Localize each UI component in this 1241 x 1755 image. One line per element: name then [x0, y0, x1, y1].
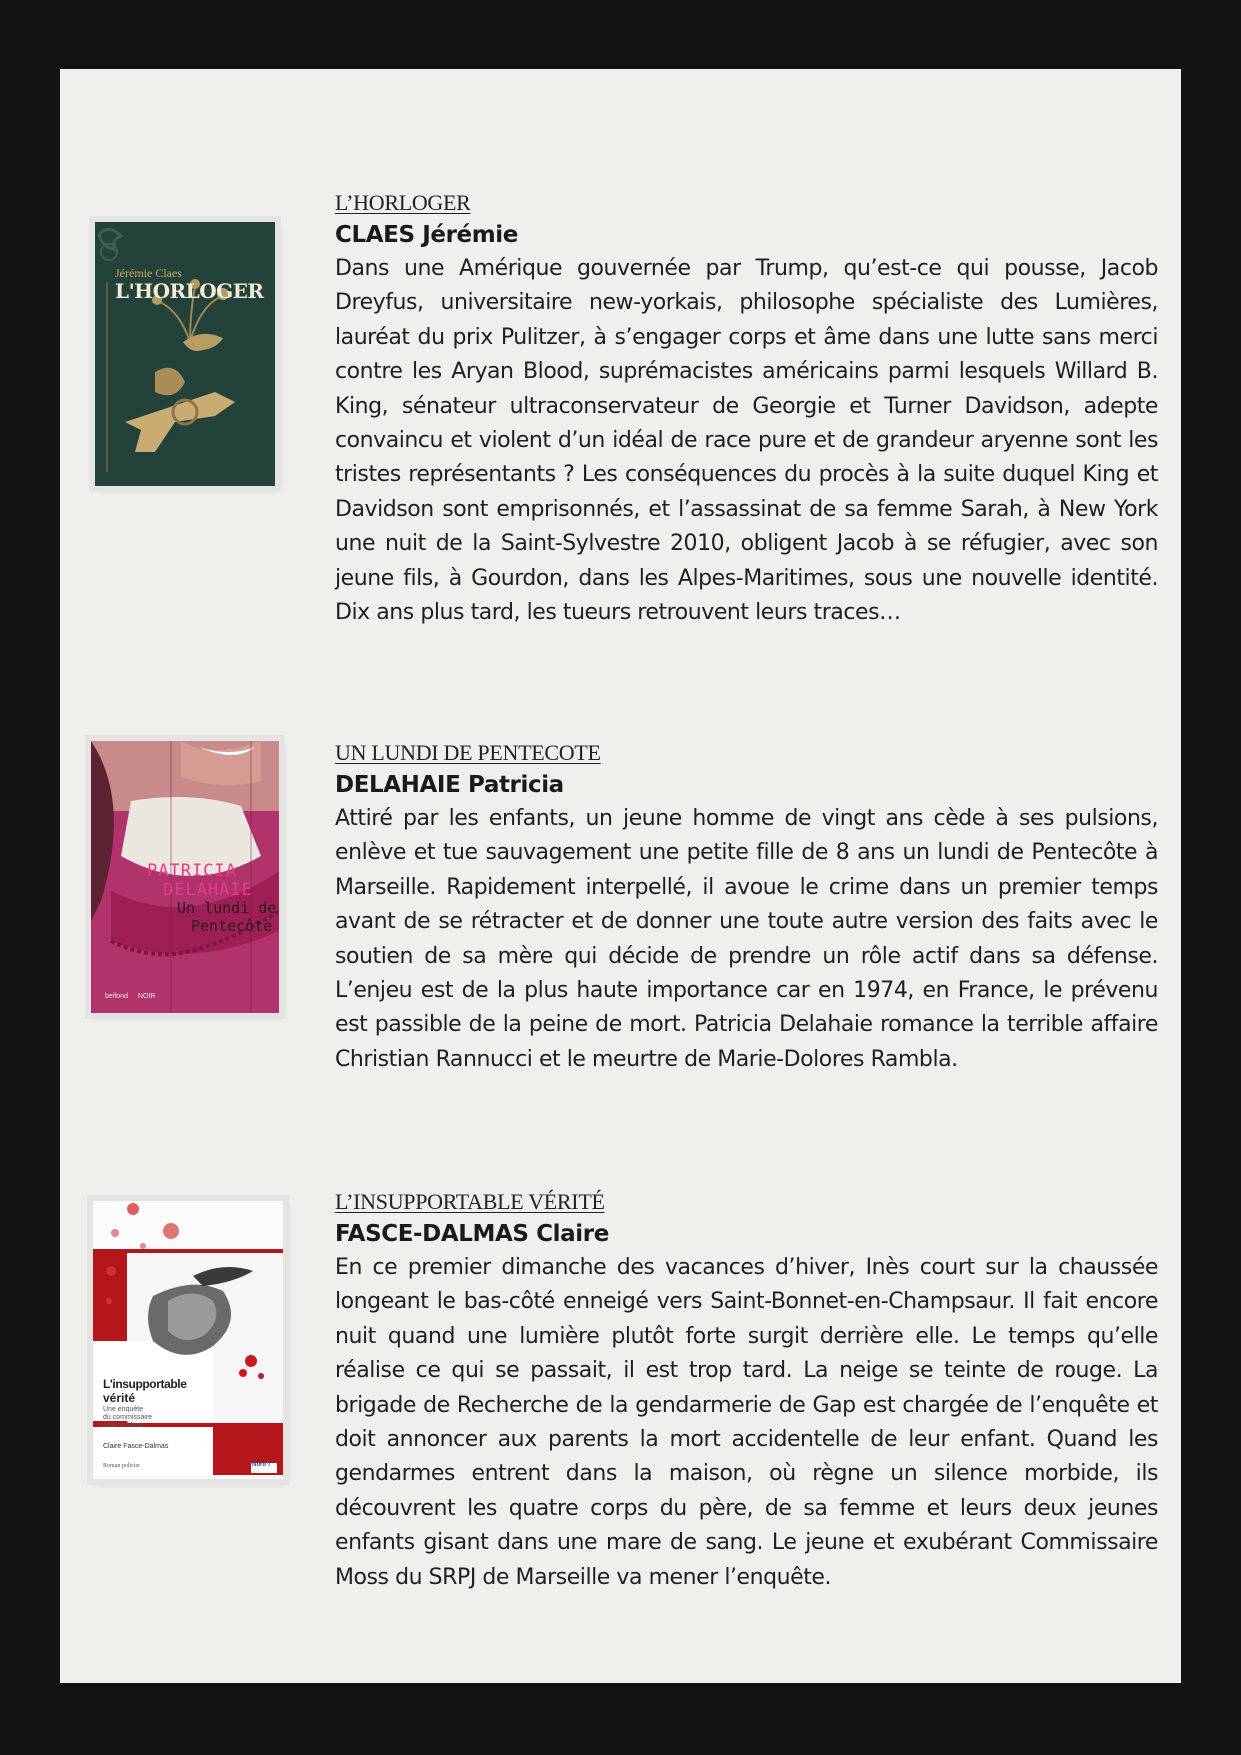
book-summary: En ce premier dimanche des vacances d’hiver, Inès court sur la chaussée longeant le bas-côté enneigé vers Saint-Bonnet-en-Champsaur. Il fait encore nuit quand une lumière plutôt forte surgit derrière elle. Le temps qu’elle réalise ce qui se passait, il est trop tard. La neige se teinte de rouge. La brigade de Recherche de la gendarmerie de Gap est chargée de l’enquête et doit annoncer aux parents la mort accidentelle de leur enfant. Quand les gendarmes entrent dans la maison, où règne un silence morbide, ils découvrent les quatre corps du père, de sa femme et leurs deux jeunes enfants gisant dans une mare de sang. Le jeune et exubérant Commissaire Moss du SRPJ de Marseille va mener l’enquête. [335, 1255, 1158, 1590]
cover-author-first: PATRICIA [147, 861, 237, 881]
cover-subtitle-line1: Une enquête [103, 1406, 144, 1413]
cover-title-line1: Un lundi de [177, 899, 277, 917]
cover-subtitle-line3: Americ Moss [103, 1422, 144, 1429]
book-author: FASCE-DALMAS Claire [335, 1221, 609, 1247]
book-author: CLAES Jérémie [335, 222, 518, 248]
cover-publisher-b: NOIR [137, 993, 156, 1000]
cover-author-last: DELAHAIE [163, 880, 253, 900]
book-cover-image [93, 1201, 283, 1479]
page [60, 69, 1181, 1683]
cover-title-line2: Pentecôte [191, 917, 273, 935]
cover-illustration [93, 1201, 283, 1479]
book-cover-image [91, 741, 279, 1013]
cover-subtitle-line2: du commissaire [103, 1414, 153, 1421]
cover-publisher: Nord 7 [252, 1462, 272, 1468]
book-cover-image [95, 222, 275, 486]
book-title: L’INSUPPORTABLE VÉRITÉ [335, 1189, 605, 1214]
cover-publisher [105, 993, 155, 1000]
book-summary: Dans une Amérique gouvernée par Trump, qu’est-ce qui pousse, Jacob Dreyfus, universitaire new-yorkais, philosophe spécialiste des Lumières, lauréat du prix Pulitzer, à s’engager corps et âme dans une lutte sans merci contre les Aryan Blood, suprémacistes américains parmi lesquels Willard B. King, sénateur ultraconservateur de Georgie et Turner Davidson, adepte convaincu et violent d’un idéal de race pure et de grandeur aryenne sont les tristes représentants ? Les conséquences du procès à la suite duquel King et Davidson sont emprisonnés, et l’assassinat de sa femme Sarah, à New York une nuit de la Saint-Sylvestre 2010, obligent Jacob à se réfugier, avec son jeune fils, à Gourdon, dans les Alpes-Maritimes, sous une nouvelle identité. Dix ans plus tard, les tueurs retrouvent leurs traces… [335, 256, 1158, 626]
cover-illustration [95, 222, 275, 486]
cover-title-line2: vérité [103, 1391, 136, 1405]
book-title: UN LUNDI DE PENTECOTE [335, 740, 601, 765]
cover-title-line1: L'insupportable [103, 1377, 187, 1391]
cover-publisher-a: belfond [105, 993, 128, 1000]
cover-author: Claire Fasce-Dalmas [103, 1443, 169, 1450]
cover-genre: Roman policier [103, 1463, 141, 1469]
cover-subtitle [103, 1406, 152, 1430]
book-title: L’HORLOGER [335, 190, 471, 215]
cover-title: L'HORLOGER [115, 279, 264, 303]
book-summary: Attiré par les enfants, un jeune homme de vingt ans cède à ses pulsions, enlève et tue sauvagement une petite fille de 8 ans un lundi de Pentecôte à Marseille. Rapidement interpellé, il avoue le crime dans un premier temps avant de se rétracter et de donner une toute autre version des faits avec le soutien de sa mère qui décide de prendre un rôle actif dans sa défense. L’enjeu est de la plus haute importance car en 1974, en France, le prévenu est passible de la peine de mort. Patricia Delahaie romance la terrible affaire Christian Rannucci et le meurtre de Marie-Dolores Rambla. [335, 806, 1158, 1072]
cover-author: Jérémie Claes [115, 266, 182, 280]
book-author: DELAHAIE Patricia [335, 772, 564, 798]
